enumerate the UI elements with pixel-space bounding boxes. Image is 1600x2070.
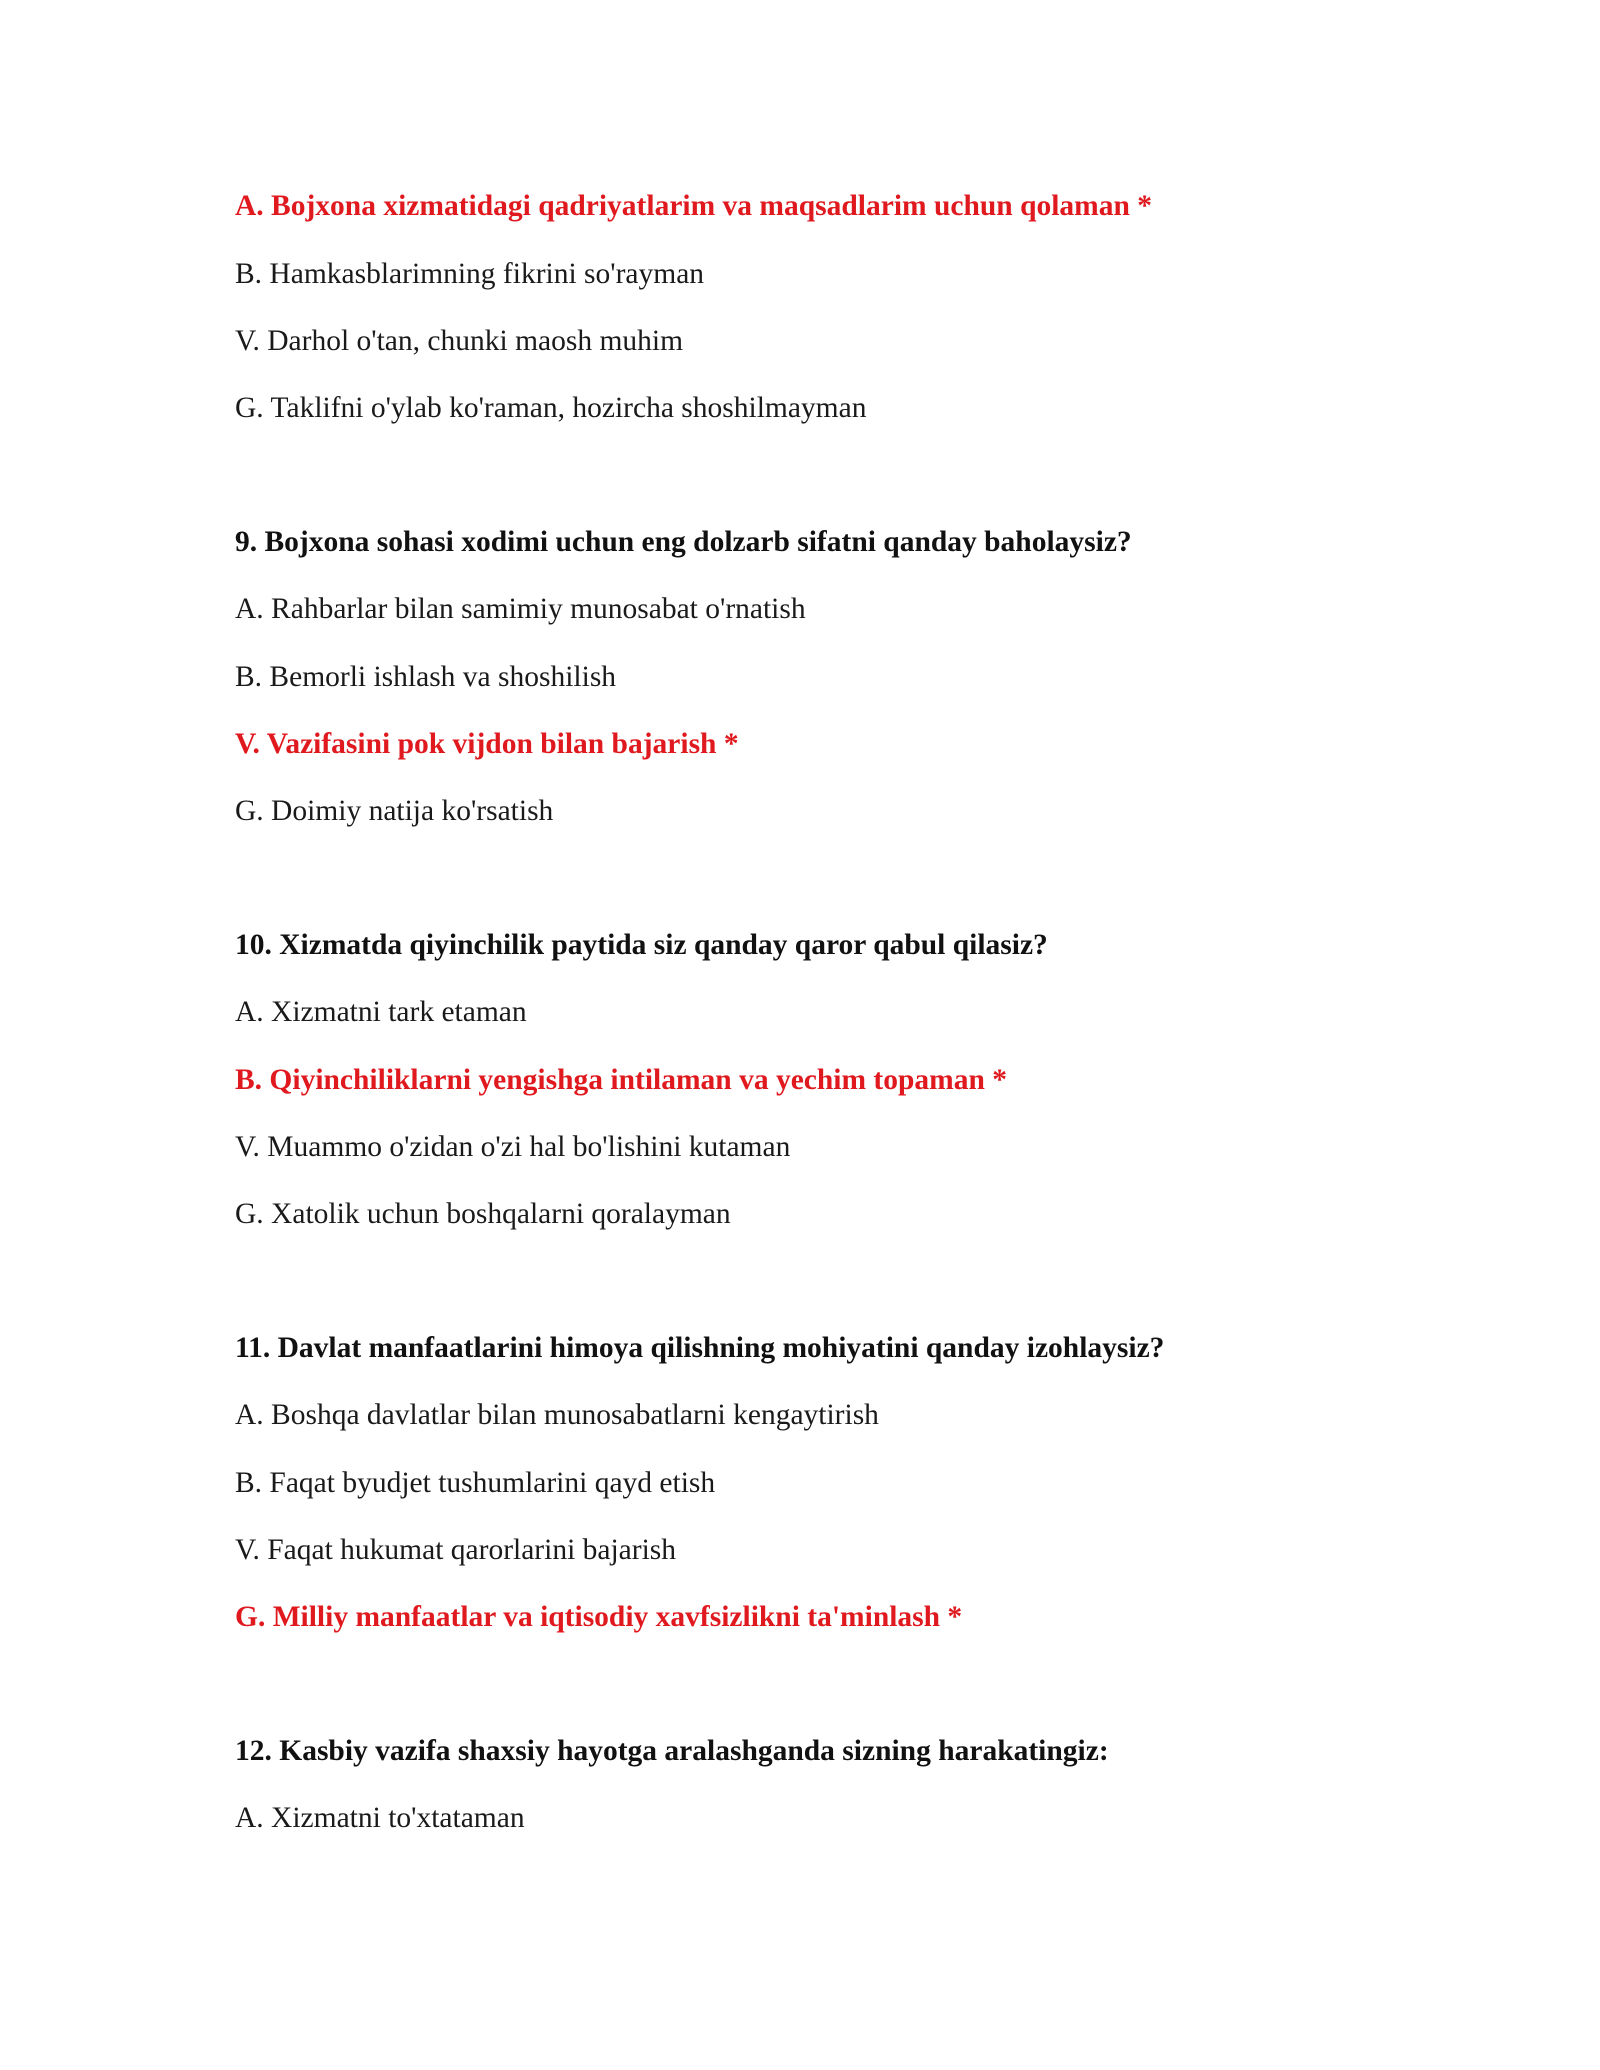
answer-option: G. Doimiy natija ko'rsatish: [235, 795, 554, 827]
question-heading: 10. Xizmatda qiyinchilik paytida siz qanday qaror qabul qilasiz?: [235, 929, 1048, 961]
answer-option: G. Xatolik uchun boshqalarni qoralayman: [235, 1198, 731, 1230]
answer-option: V. Faqat hukumat qarorlarini bajarish: [235, 1534, 677, 1566]
answer-option: G. Taklifni o'ylab ko'raman, hozircha shoshilmayman: [235, 392, 867, 424]
answer-option: B. Bemorli ishlash va shoshilish: [235, 661, 617, 693]
answer-option: A. Xizmatni to'xtataman: [235, 1802, 525, 1834]
answer-option: A. Xizmatni tark etaman: [235, 996, 527, 1028]
answer-option-correct: G. Milliy manfaatlar va iqtisodiy xavfsizlikni ta'minlash *: [235, 1601, 963, 1633]
answer-option: B. Hamkasblarimning fikrini so'rayman: [235, 258, 705, 290]
answer-option: B. Faqat byudjet tushumlarini qayd etish: [235, 1467, 716, 1499]
question-heading: 9. Bojxona sohasi xodimi uchun eng dolzarb sifatni qanday baholaysiz?: [235, 526, 1132, 558]
answer-option-correct: A. Bojxona xizmatidagi qadriyatlarim va maqsadlarim uchun qolaman *: [235, 190, 1153, 222]
answer-option: A. Boshqa davlatlar bilan munosabatlarni kengaytirish: [235, 1399, 879, 1431]
answer-option: V. Darhol o'tan, chunki maosh muhim: [235, 325, 684, 357]
answer-option-correct: V. Vazifasini pok vijdon bilan bajarish *: [235, 728, 739, 760]
question-heading: 11. Davlat manfaatlarini himoya qilishning mohiyatini qanday izohlaysiz?: [235, 1332, 1165, 1364]
answer-option: A. Rahbarlar bilan samimiy munosabat o'rnatish: [235, 593, 806, 625]
answer-option-correct: B. Qiyinchiliklarni yengishga intilaman va yechim topaman *: [235, 1064, 1008, 1096]
answer-option: V. Muammo o'zidan o'zi hal bo'lishini kutaman: [235, 1131, 791, 1163]
question-heading: 12. Kasbiy vazifa shaxsiy hayotga aralashganda sizning harakatingiz:: [235, 1735, 1109, 1767]
